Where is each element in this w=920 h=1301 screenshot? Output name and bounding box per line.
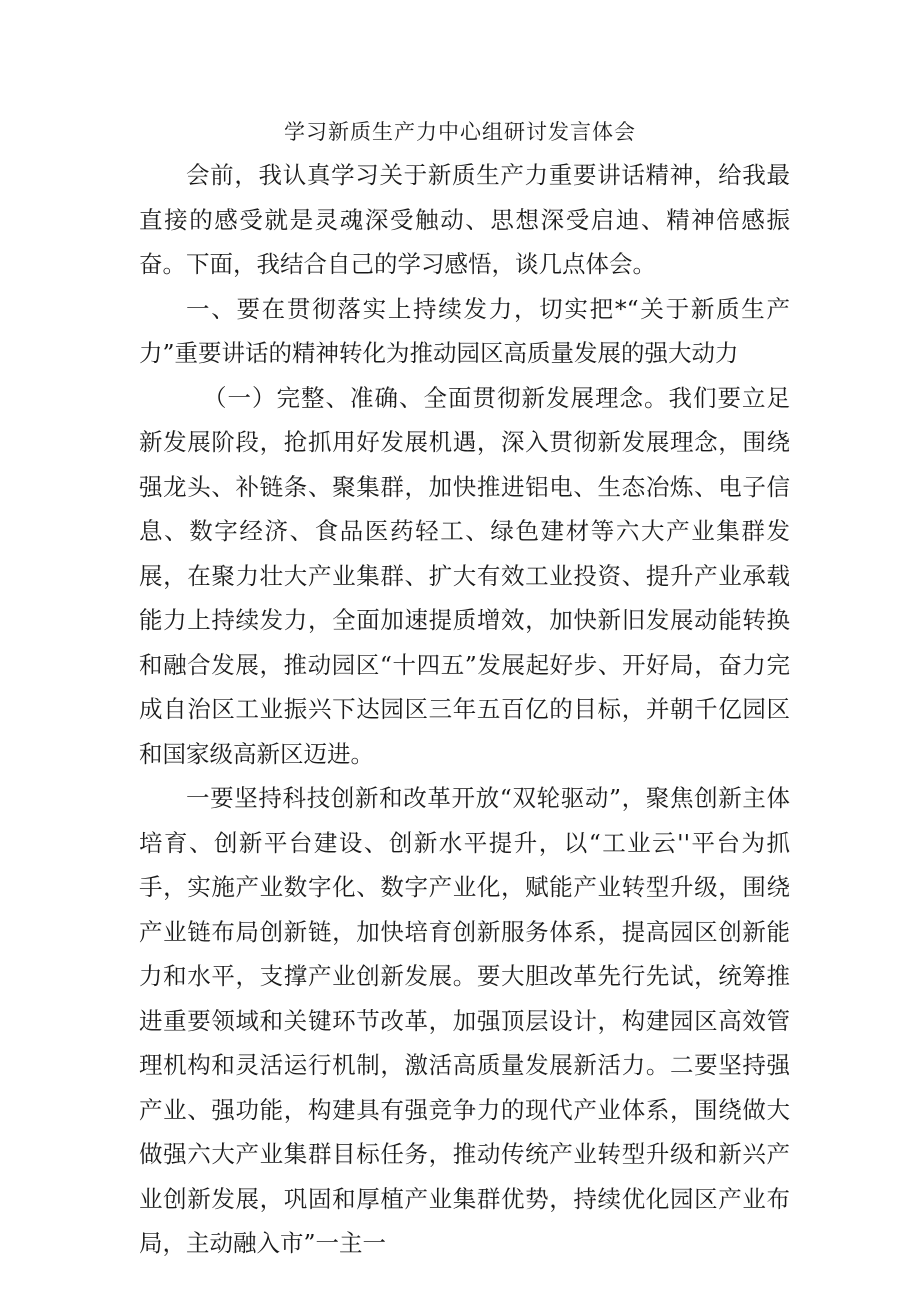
paragraph-subsection-one: （一）完整、准确、全面贯彻新发展理念。我们要立足新发展阶段，抢抓用好发展机遇，深入贯彻新发展理念，围绕强龙头、补链条、聚集群，加快推进铝电、生态冶炼、电子信息、数字经济、食品医药轻工、绿色建材等六大产业集群发展，在聚力壮大产业集群、扩大有效工业投资、提升产业承载能力上持续发力，全面加速提质增效，加快新旧发展动能转换和融合发展，推动园区“十四五”发展起好步、开好局，奋力完成自治区工业振兴下达园区三年五百亿的目标，并朝千亿园区和国家级高新区迈进。 — [139, 383, 790, 768]
document-title: 学习新质生产力中心组研讨发言体会 — [284, 120, 636, 144]
paragraph-intro: 会前，我认真学习关于新质生产力重要讲话精神，给我最直接的感受就是灵魂深受触动、思想深受启迪、精神倍感振奋。下面，我结合自己的学习感悟，谈几点体会。 — [139, 161, 790, 278]
paragraph-tasks: 一要坚持科技创新和改革开放“双轮驱动”，聚焦创新主体培育、创新平台建设、创新水平提升，以“工业云''平台为抓手，实施产业数字化、数字产业化，赋能产业转型升级，围绕产业链布局创新链，加快培育创新服务体系，提高园区创新能力和水平，支撑产业创新发展。要大胆改革先行先试，统筹推进重要领域和关键环节改革，加强顶层设计，构建园区高效管理机构和灵活运行机制，激活高质量发展新活力。二要坚持强产业、强功能，构建具有强竞争力的现代产业体系，围绕做大做强六大产业集群目标任务，推动传统产业转型升级和新兴产业创新发展，巩固和厚植产业集群优势，持续优化园区产业布局，主动融入市”一主一 — [139, 784, 790, 1257]
document-body — [139, 153, 790, 1266]
paragraph-section-heading: 一、要在贯彻落实上持续发力，切实把*“关于新质生产力”重要讲话的精神转化为推动园区高质量发展的强大动力 — [139, 294, 790, 367]
